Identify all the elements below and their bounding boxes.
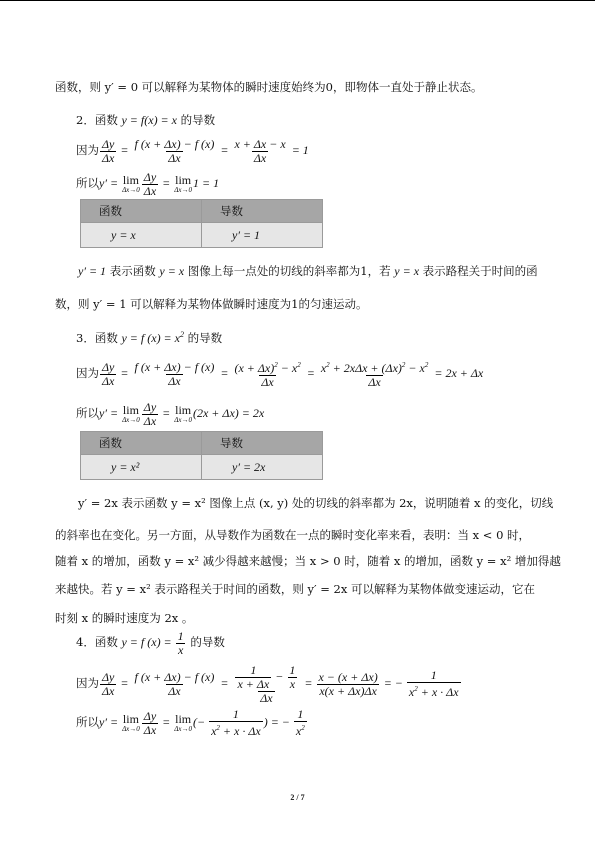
so-label: 所以 — [76, 176, 99, 190]
equation-4-so: 所以y′ = lim Δx→0 $\frac{\Delta y}{\Delta x}$ = lim Δx→0 (− $\frac{1}{x^2 + x \cdot \Delta x}$ ) = − $\frac{1}{x^2}$ — [76, 707, 305, 739]
section-3-suffix: 的导数 — [187, 331, 223, 345]
derivative-table-1 — [80, 199, 323, 248]
table-header-function: 函数 — [81, 432, 202, 455]
so-label: 所以 — [76, 715, 99, 729]
section-3-heading: 3．函数 y = f $(x) = x^2$ 的导数 — [76, 330, 223, 345]
equation-2-because: 因为 $\frac{\Delta y}{\Delta x}$ = $\frac{f (x + \Delta x) - f (x)}{\Delta x}$ = $\frac{x + \Delta x - x}{\Delta x}$ = 1 — [76, 136, 309, 165]
paragraph-2b: 数，则 y′ = 1 可以解释为某物体做瞬时速度为1的匀速运动。 — [55, 297, 368, 311]
equation-3-because: 因为 $\frac{\Delta y}{\Delta x}$ = $\frac{f (x + \Delta x) - f (x)}{\Delta x}$ = $\frac{(x + \Delta x)^2 - x^2}{\Delta x}$ = $\frac{x^2 + 2x\Delta x + (\Delta x)^2 - x^2}{\Delta x}$ = 2x + Δx — [76, 359, 484, 390]
table-header-derivative: 导数 — [202, 432, 323, 455]
because-label: 因为 — [76, 143, 99, 157]
paragraph-1: 函数，则 y′ = 0 可以解释为某物体的瞬时速度始终为0，即物体一直处于静止状态。 — [55, 80, 483, 94]
paragraph-3d: 来越快。若 y = x² 表示路程关于时间的函数，则 y′ = 2x 可以解释为某物体做变速运动，它在 — [55, 582, 536, 596]
table-header-derivative: 导数 — [202, 200, 323, 223]
table-cell-function: y = x — [81, 223, 202, 248]
table-cell-derivative: y′ = 2x — [202, 455, 323, 480]
equation-4-because: 因为 $\frac{\Delta y}{\Delta x}$ = $\frac{f (x + \Delta x) - f (x)}{\Delta x}$ = $\frac{1}{x + \Delta x}$ − $\frac{1}{x}$ Δx = $\frac{x - (x + \Delta x)}{x(x + \Delta x)\Delta x}$ = − $\frac{1}{x^2 + x \cdot \Delta x}$ — [76, 662, 459, 705]
equation-2-so: 所以y′ = lim Δx→0 $\frac{\Delta y}{\Delta x}$ = lim Δx→0 1 = 1 — [76, 169, 220, 198]
p2a-1: y′ = 1 — [78, 264, 107, 278]
p2a-2: 表示函数 — [109, 264, 156, 278]
section-4-prefix: 4．函数 — [76, 635, 118, 649]
header-rule — [0, 0, 595, 1]
section-2-formula: y = f(x) = x — [121, 113, 177, 127]
because-label: 因为 — [76, 676, 99, 690]
p2a-3: y = x — [159, 264, 185, 278]
paragraph-3e: 时刻 x 的瞬时速度为 2x 。 — [55, 611, 194, 625]
p2a-4: 图像上每一点处的切线的斜率都为1，若 — [187, 264, 391, 278]
derivative-table-2 — [80, 431, 323, 480]
section-4-suffix: 的导数 — [190, 635, 225, 649]
table-cell-function: y = x² — [81, 455, 202, 480]
equation-3-so: 所以y′ = lim Δx→0 $\frac{\Delta y}{\Delta x}$ = lim Δx→0 (2x + Δx) = 2x — [76, 399, 265, 428]
table-header-function: 函数 — [81, 200, 202, 223]
section-2-prefix: 2．函数 — [76, 113, 118, 127]
section-2-heading — [76, 113, 215, 127]
section-3-prefix: 3．函数 — [76, 331, 118, 345]
section-4-heading: 4．函数 y = f (x) = $\frac{1}{x}$ 的导数 — [76, 628, 225, 657]
p2a-6: 表示路程关于时间的函 — [422, 264, 538, 278]
section-2-suffix: 的导数 — [180, 113, 216, 127]
paragraph-3b: 的斜率也在变化。另一方面，从导数作为函数在一点的瞬时变化率来看，表明：当 x < 0 时， — [55, 528, 531, 542]
paragraph-3c: 随着 x 的增加，函数 y = x² 减少得越来越慢；当 x > 0 时，随着 x 的增加，函数 y = x² 增加得越 — [55, 554, 561, 568]
so-label: 所以 — [76, 406, 99, 420]
paragraph-2a — [78, 264, 538, 278]
paragraph-3a: y′ = 2x 表示函数 y = x² 图像上点 (x, y) 处的切线的斜率都为 2x，说明随着 x 的变化，切线 — [78, 496, 554, 510]
because-label: 因为 — [76, 366, 99, 380]
p2a-5: y = x — [394, 264, 420, 278]
page-number: 2 / 7 — [290, 793, 305, 802]
table-cell-derivative: y′ = 1 — [202, 223, 323, 248]
